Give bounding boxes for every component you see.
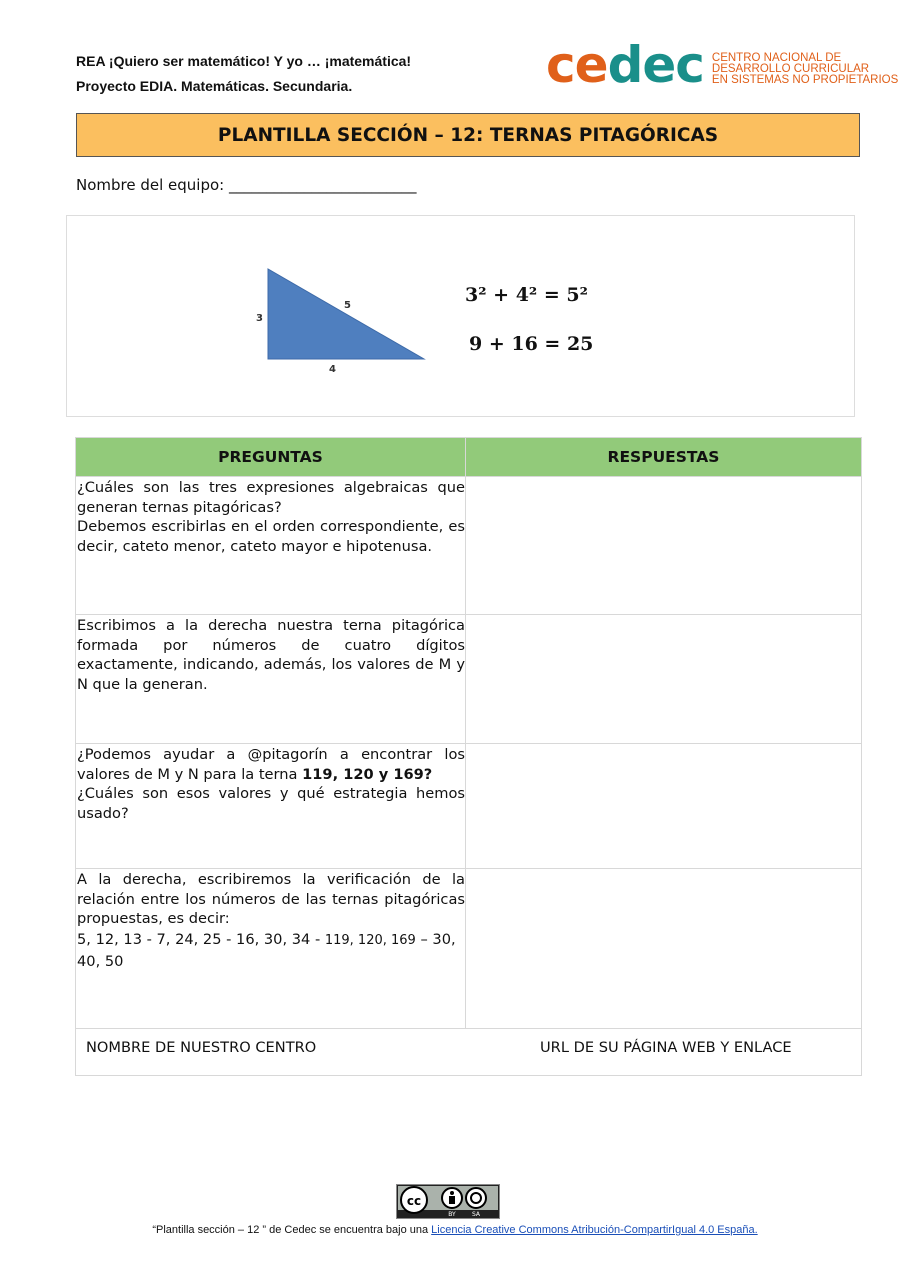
- table-row: [76, 869, 862, 1029]
- answers-header: RESPUESTAS: [466, 438, 862, 477]
- answer-cell-2[interactable]: [466, 615, 862, 744]
- question-2-text: Escribimos a la derecha nuestra terna pitagórica formada por números de cuatro dígitos exactamente, indicando, además, los valores de M y N que la generan.: [77, 617, 465, 693]
- logo-dec: dec: [607, 36, 704, 94]
- triangle-figure: [67, 216, 856, 418]
- question-cell: [76, 477, 466, 615]
- page-title: PLANTILLA SECCIÓN – 12: TERNAS PITAGÓRICAS: [76, 113, 860, 157]
- svg-text:BY: BY: [448, 1211, 456, 1218]
- table-row: [76, 477, 862, 615]
- header-line-2: Proyecto EDIA. Matemáticas. Secundaria.: [76, 78, 353, 94]
- questions-header: PREGUNTAS: [76, 438, 466, 477]
- question-1-text: ¿Cuáles son las tres expresiones algebraicas que generan ternas pitagóricas?: [77, 479, 465, 516]
- logo-ce: ce: [546, 36, 608, 94]
- question-1-note: Debemos escribirlas en el orden correspondiente, es decir, cateto menor, cateto mayor e hipotenusa.: [77, 518, 465, 555]
- school-url-label: URL DE SU PÁGINA WEB Y ENLACE: [540, 1039, 792, 1056]
- school-name-label: NOMBRE DE NUESTRO CENTRO: [86, 1039, 317, 1056]
- team-name-field: Nombre del equipo: _________________________: [76, 176, 417, 194]
- figure-panel: [66, 215, 855, 417]
- answer-cell-1[interactable]: [466, 477, 862, 615]
- question-4-text: A la derecha, escribiremos la verificación de la relación entre los números de las ternas pitagóricas propuestas, es decir:: [77, 871, 465, 927]
- table-row: [76, 744, 862, 869]
- answer-cell-4[interactable]: [466, 869, 862, 1029]
- question-3-text: ¿Podemos ayudar a @pitagorín a encontrar los valores de M y N para la terna 119, 120 y 169?: [77, 746, 465, 783]
- equation-sum: 9 + 16 = 25: [469, 333, 594, 355]
- answer-cell-3[interactable]: [466, 744, 862, 869]
- sa-icon: [466, 1188, 486, 1208]
- side-b-label: 4: [329, 364, 336, 375]
- right-triangle: [268, 269, 424, 359]
- question-cell: [76, 615, 466, 744]
- school-info-cell: [76, 1029, 862, 1076]
- logo-subtitle: CENTRO NACIONAL DE DESARROLLO CURRICULAR EN SISTEMAS NO PROPIETARIOS: [711, 52, 899, 86]
- cc-license-badge: [396, 1184, 500, 1219]
- header-line-1: REA ¡Quiero ser matemático! Y yo … ¡matemática!: [76, 53, 412, 69]
- table-row: [76, 615, 862, 744]
- question-3-followup: ¿Cuáles son esos valores y qué estrategia hemos usado?: [77, 785, 465, 822]
- license-link[interactable]: Licencia Creative Commons Atribución-CompartirIgual 4.0 España.: [431, 1224, 758, 1236]
- license-text: “Plantilla sección – 12 ” de Cedec se encuentra bajo una: [152, 1224, 432, 1236]
- table-footer-row: [76, 1029, 862, 1076]
- svg-text:SA: SA: [471, 1211, 481, 1218]
- question-cell: [76, 869, 466, 1029]
- cedec-logo: [546, 36, 899, 94]
- svg-text:cc: cc: [406, 1194, 422, 1208]
- side-c-label: 5: [344, 300, 351, 311]
- equation-squares: 3² + 4² = 5²: [465, 284, 588, 306]
- question-cell: [76, 744, 466, 869]
- questions-table: [75, 437, 862, 1076]
- side-a-label: 3: [256, 313, 263, 324]
- question-4-triples: 5, 12, 13 - 7, 24, 25 - 16, 30, 34 - 119, 120, 169 – 30, 40, 50: [77, 930, 456, 970]
- license-footer: [0, 1224, 910, 1236]
